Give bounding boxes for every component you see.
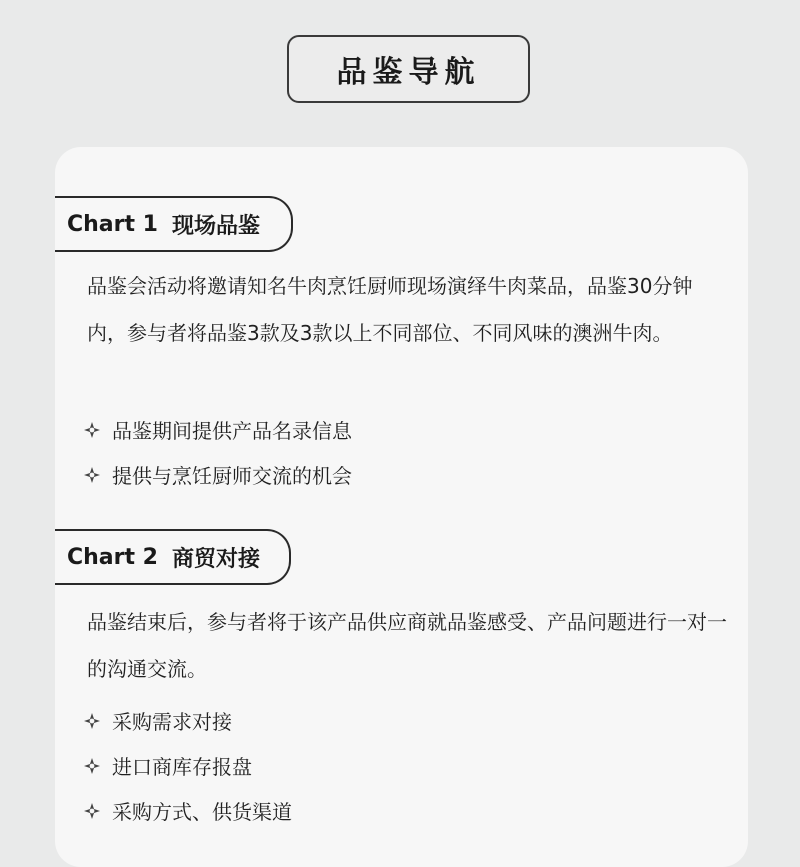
diamond-bullet-icon (84, 803, 100, 819)
list-item (84, 452, 352, 497)
section-tag-chart-2 (55, 529, 291, 585)
list-item-text: 采购方式、供货渠道 (112, 800, 292, 824)
section-number: Chart 2 (67, 544, 158, 570)
diamond-bullet-icon (84, 713, 100, 729)
section-title: 现场品鉴 (172, 213, 261, 239)
list-item (84, 407, 352, 452)
list-item-text: 提供与烹饪厨师交流的机会 (112, 464, 352, 488)
section-title: 商贸对接 (172, 546, 261, 572)
list-item-text: 进口商库存报盘 (112, 755, 252, 779)
list-item (84, 743, 292, 788)
page-title: 品鉴导航 (287, 35, 530, 103)
list-item-text: 采购需求对接 (112, 710, 232, 734)
bullet-list (84, 698, 292, 833)
diamond-bullet-icon (84, 422, 100, 438)
section-number: Chart 1 (67, 211, 158, 237)
bullet-list (84, 407, 352, 497)
list-item (84, 698, 292, 743)
list-item (84, 788, 292, 833)
section-tag-chart-1 (55, 196, 293, 252)
diamond-bullet-icon (84, 758, 100, 774)
list-item-text: 品鉴期间提供产品名录信息 (112, 419, 352, 443)
section-paragraph: 品鉴结束后，参与者将于该产品供应商就品鉴感受、产品问题进行一对一的沟通交流。 (87, 610, 727, 681)
diamond-bullet-icon (84, 467, 100, 483)
section-paragraph: 品鉴会活动将邀请知名牛肉烹饪厨师现场演绎牛肉菜品，品鉴30分钟内，参与者将品鉴3款及3款以上不同部位、不同风味的澳洲牛肉。 (87, 274, 693, 345)
